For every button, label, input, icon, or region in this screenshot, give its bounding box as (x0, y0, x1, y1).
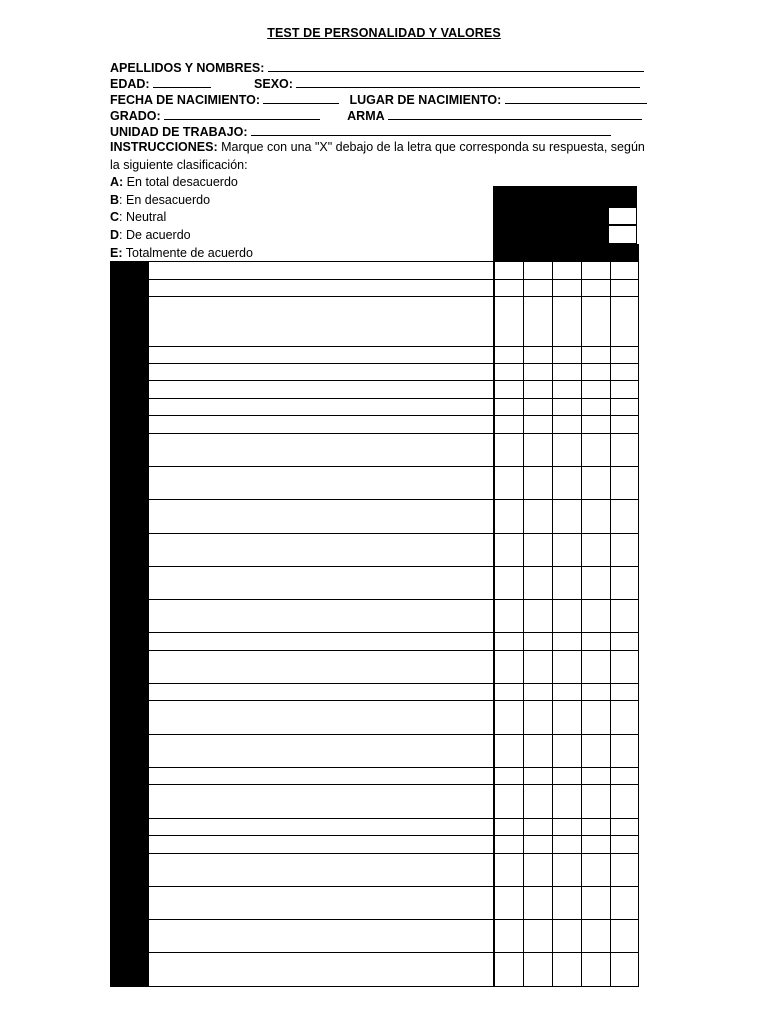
table-bottom-border (110, 986, 639, 987)
field-birth-row (110, 91, 647, 108)
legend-text-a: En total desacuerdo (123, 175, 238, 189)
legend-text-c: Neutral (122, 210, 167, 224)
legend-item-a: A: En total desacuerdo (110, 175, 238, 189)
legend-letter-c: C (110, 210, 120, 224)
table-row-line (149, 886, 639, 887)
document-title: TEST DE PERSONALIDAD Y VALORES (267, 26, 501, 40)
branch-label: ARMA (347, 109, 385, 123)
table-row-line (149, 279, 639, 280)
branch-blank[interactable] (388, 107, 642, 120)
legend-text-d: De acuerdo (122, 228, 191, 242)
table-vline (610, 261, 611, 987)
age-label: EDAD: (110, 77, 150, 91)
table-row-line (149, 683, 639, 684)
table-row-line (149, 296, 639, 297)
table-row-line (149, 398, 639, 399)
legend-item-c: C: Neutral (110, 210, 167, 224)
table-vline (523, 261, 524, 987)
answer-table (110, 261, 639, 987)
question-number-column (110, 261, 149, 987)
birth-place-blank[interactable] (505, 91, 647, 104)
legend-letter-d: D (110, 228, 120, 242)
legend-item-e: E: Totalmente de acuerdo (110, 246, 253, 260)
instructions-line-2: la siguiente clasificación: (110, 158, 248, 172)
table-row-line (149, 784, 639, 785)
work-unit-label: UNIDAD DE TRABAJO: (110, 125, 248, 139)
field-names-row (110, 59, 644, 76)
table-row-line (149, 650, 639, 651)
table-row-line (149, 599, 639, 600)
field-grade-branch-row (110, 107, 642, 124)
table-row-line (149, 566, 639, 567)
instructions-line-1 (110, 139, 645, 155)
grade-label: GRADO: (110, 109, 161, 123)
table-vline (552, 261, 553, 987)
field-age-sex-row (110, 75, 640, 92)
legend-item-b: B: En desacuerdo (110, 193, 211, 207)
table-vline (581, 261, 582, 987)
birth-date-label: FECHA DE NACIMIENTO: (110, 93, 260, 107)
table-row-line (149, 632, 639, 633)
table-vline (493, 261, 495, 987)
table-row-line (149, 734, 639, 735)
table-vline (638, 261, 639, 987)
table-vline (148, 261, 149, 987)
legend-text-e: Totalmente de acuerdo (122, 246, 253, 260)
table-row-line (149, 346, 639, 347)
table-header-letters-row (493, 244, 639, 262)
sex-label: SEXO: (254, 77, 293, 91)
work-unit-blank[interactable] (251, 123, 611, 136)
instructions-label: INSTRUCCIONES: (110, 140, 218, 154)
header-white-cell-2 (608, 225, 637, 244)
table-row-line (149, 415, 639, 416)
grade-blank[interactable] (164, 107, 320, 120)
table-row-line (149, 499, 639, 500)
table-row-line (149, 363, 639, 364)
table-row-line (149, 952, 639, 953)
legend-letter-a: A (110, 175, 120, 189)
table-row-line (149, 700, 639, 701)
birth-date-blank[interactable] (263, 91, 339, 104)
table-row-line (149, 380, 639, 381)
table-row-line (149, 767, 639, 768)
age-blank[interactable] (153, 75, 211, 88)
table-row-line (149, 466, 639, 467)
table-row-line (149, 818, 639, 819)
header-white-cell-1 (608, 207, 637, 225)
names-label: APELLIDOS Y NOMBRES: (110, 61, 265, 75)
legend-item-d: D: De acuerdo (110, 228, 191, 242)
instructions-text-1: Marque con una "X" debajo de la letra que corresponda su respuesta, según (217, 140, 645, 154)
names-blank[interactable] (268, 59, 644, 72)
legend-letter-b: B (110, 193, 120, 207)
field-work-unit-row (110, 123, 611, 140)
birth-place-label: LUGAR DE NACIMIENTO: (349, 93, 502, 107)
table-row-line (149, 919, 639, 920)
table-row-line (149, 853, 639, 854)
sex-blank[interactable] (296, 75, 640, 88)
legend-text-b: En desacuerdo (122, 193, 211, 207)
table-row-line (149, 835, 639, 836)
table-row-line (149, 433, 639, 434)
legend-letter-e: E (110, 246, 119, 260)
table-row-line (149, 533, 639, 534)
